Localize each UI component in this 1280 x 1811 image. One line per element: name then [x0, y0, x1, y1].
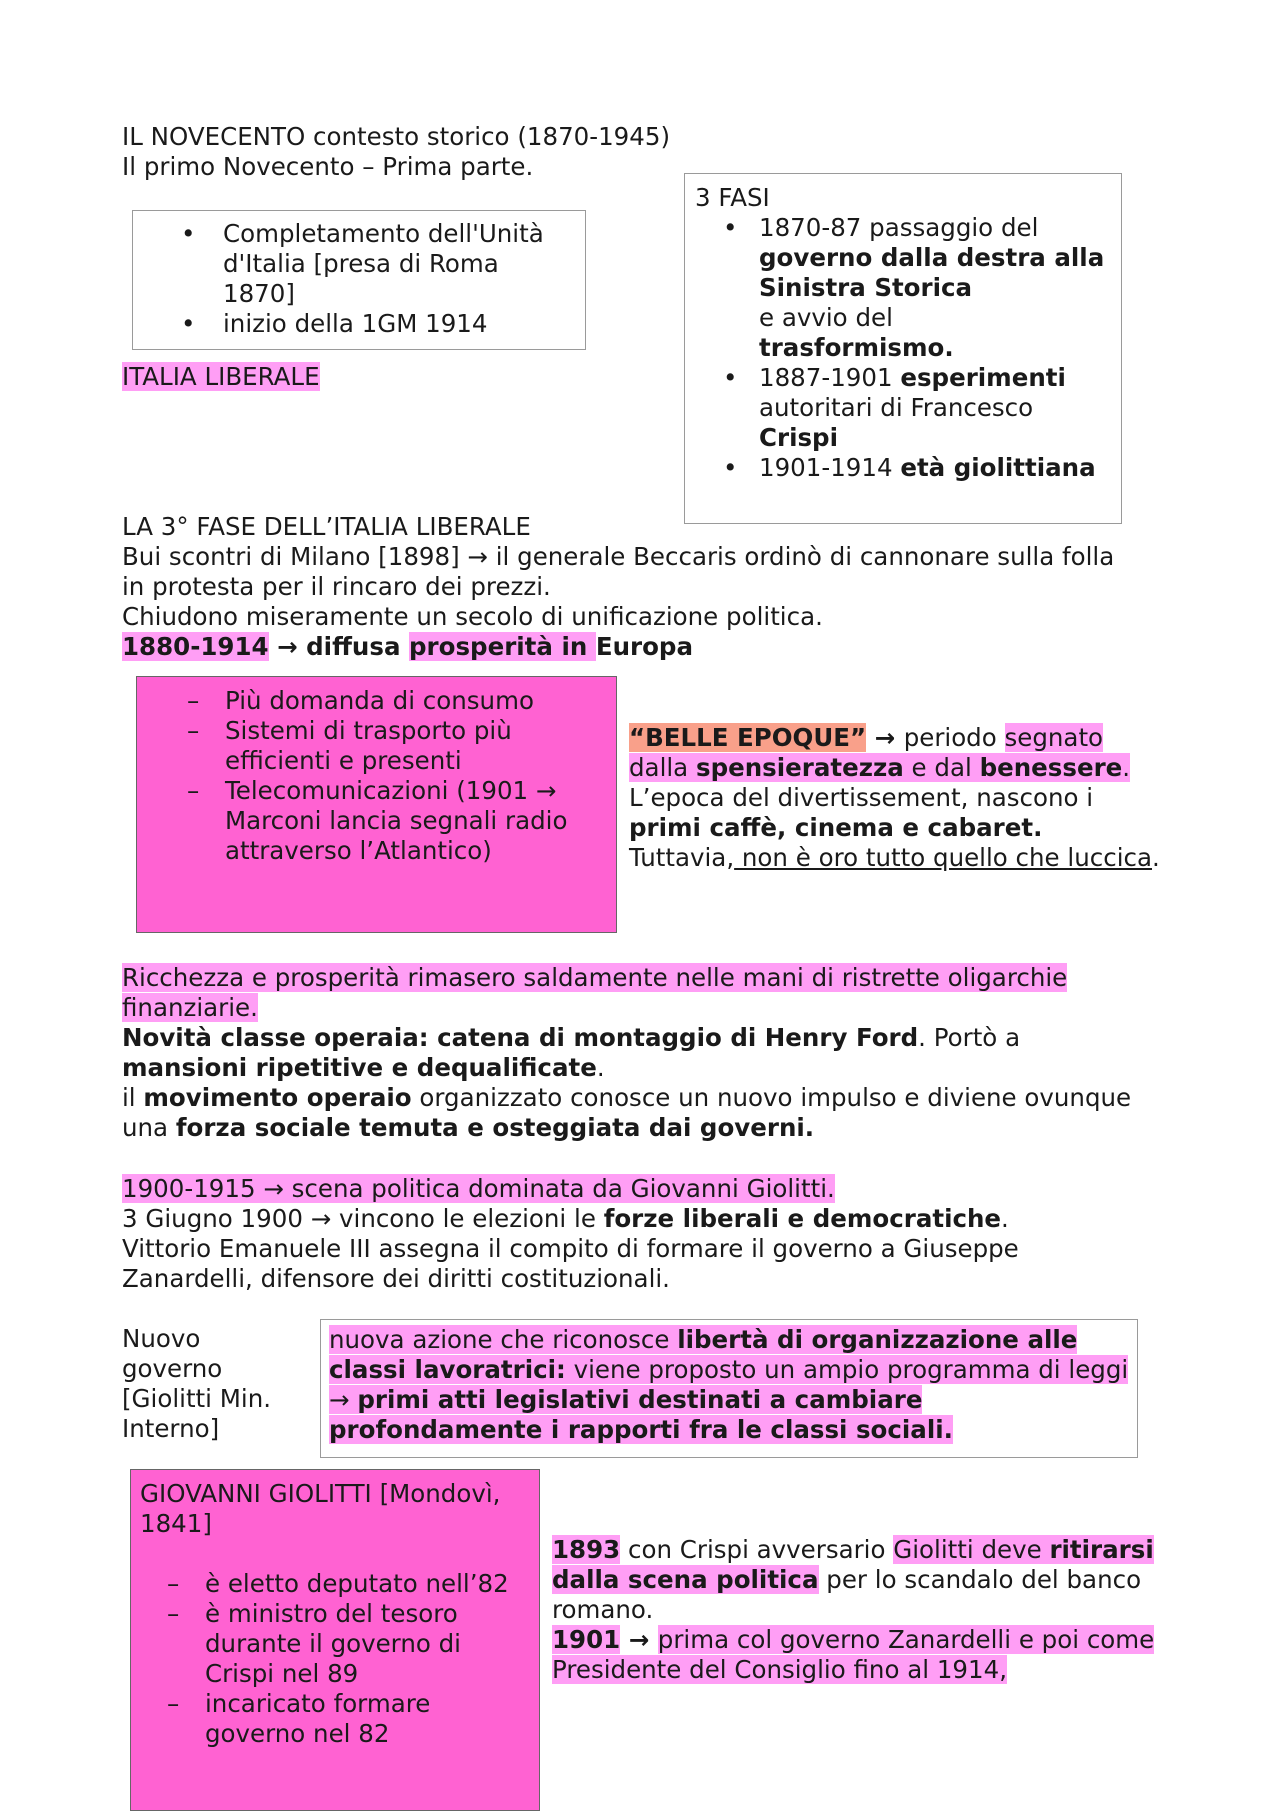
phases-title: 3 FASI: [695, 183, 770, 212]
career-t3: ritirarsi dalla scena politica: [552, 1535, 1154, 1594]
italia-liberale-text: ITALIA LIBERALE: [122, 362, 320, 391]
new-gov-label: Nuovo governo [Giolitti Min. Interno]: [122, 1324, 272, 1443]
belle-arrow: →: [866, 723, 904, 752]
phase-1-text: 1870-87 passaggio del: [759, 213, 1039, 242]
career-year1: 1893: [552, 1535, 621, 1564]
belle-l3-text: Tuttavia,: [629, 843, 735, 872]
giolitti-l2-text: 3 Giugno 1900 → vincono le elezioni le: [122, 1204, 604, 1233]
belle-epoque-block: [629, 723, 1169, 873]
fase3-line1: Bui scontri di Milano [1898] → il generale Beccaris ordinò di cannonare sulla folla in protesta per il rincaro dei prezzi.: [122, 542, 1115, 601]
wealth-l3-bold: movimento operaio: [143, 1083, 412, 1112]
prosperity-europa: Europa: [595, 632, 693, 661]
giolitti-era-section: [122, 1174, 1142, 1294]
belle-benessere: benessere: [979, 753, 1123, 782]
list-item: • Completamento dell'Unità d'Italia [presa di Roma 1870]: [173, 219, 575, 309]
belle-l2-text: L’epoca del divertissement, nascono i: [629, 783, 1094, 812]
career-line2: [552, 1625, 1172, 1685]
unity-box: [132, 210, 586, 350]
giolitti-line2: [122, 1204, 1142, 1234]
phase-3-text: 1901-1914: [759, 453, 901, 482]
bio-title: GIOVANNI GIOLITTI [Mondovì, 1841]: [140, 1479, 501, 1538]
page-subtitle: Il primo Novecento – Prima parte.: [122, 152, 534, 181]
belle-spensieratezza: spensieratezza: [695, 753, 904, 782]
new-gov-d: primi atti legislativi destinati a cambiare profondamente i rapporti fra le classi sociali.: [329, 1385, 953, 1444]
wealth-l1-text: Ricchezza e prosperità rimasero saldamente nelle mani di ristrette oligarchie finanziarie.: [122, 963, 1068, 1022]
career-arrow: →: [620, 1625, 658, 1654]
wealth-l2-bold: Novità classe operaia: catena di montaggio di Henry Ford: [122, 1023, 919, 1052]
phase-1-bold: governo dalla destra alla Sinistra Storica: [759, 243, 1105, 302]
fase3-line2: Chiudono miseramente un secolo di unificazione politica.: [122, 602, 823, 631]
bio-list: [157, 1569, 529, 1749]
belle-title: “BELLE EPOQUE”: [629, 723, 867, 752]
list-item: • inizio della 1GM 1914: [173, 309, 575, 339]
phase-2-text2: autoritari di Francesco: [759, 393, 1034, 422]
wealth-line2: [122, 1023, 1142, 1083]
prosperity-line: [122, 632, 1142, 662]
phase-1-text2: e avvio del: [759, 303, 893, 332]
career-t4: per lo scandalo del banco romano.: [552, 1565, 1142, 1624]
phase-item: [715, 363, 1113, 453]
new-gov-c: viene proposto un ampio programma di leggi →: [329, 1355, 1129, 1414]
wealth-l3-text2: organizzato conosce un nuovo impulso e diviene ovunque una: [122, 1083, 1132, 1142]
list-item: – è ministro del tesoro durante il governo di Crispi nel 89: [157, 1599, 529, 1689]
career-block: [552, 1535, 1172, 1685]
wealth-l2-period: .: [596, 1053, 605, 1082]
fase3-title: LA 3° FASE DELL’ITALIA LIBERALE: [122, 512, 531, 541]
belle-text: periodo: [903, 723, 1005, 752]
new-gov-a: nuova azione che riconosce: [329, 1325, 678, 1354]
giolitti-line1: [122, 1174, 1142, 1204]
giolitti-l2-period: .: [1001, 1204, 1009, 1233]
list-item: – incaricato formare governo nel 82: [157, 1689, 529, 1749]
progress-list: [177, 686, 606, 866]
progress-box: [136, 676, 617, 933]
bio-box: [130, 1469, 540, 1811]
giolitti-l2-bold: forze liberali e democratiche: [603, 1204, 1002, 1233]
phases-list: [715, 213, 1113, 483]
wealth-line3: [122, 1083, 1142, 1143]
list-item: – è eletto deputato nell’82: [157, 1569, 529, 1599]
prosperity-diffusa: diffusa: [306, 632, 410, 661]
belle-l2-bold: primi caffè, cinema e cabaret.: [629, 813, 1043, 842]
belle-line1: [629, 723, 1169, 783]
wealth-line1: [122, 963, 1142, 1023]
prosperity-arrow: →: [268, 632, 307, 661]
wealth-l2-bold2: mansioni ripetitive e dequalificate: [122, 1053, 597, 1082]
belle-line3: [629, 843, 1169, 873]
phase-2-text: 1887-1901: [759, 363, 901, 392]
prosperity-word: prosperità in: [409, 632, 596, 661]
list-item: – Telecomunicazioni (1901 → Marconi lancia segnali radio attraverso l’Atlantico): [177, 776, 606, 866]
career-line1: [552, 1535, 1172, 1625]
phase-item: [715, 453, 1113, 483]
belle-line2: [629, 783, 1169, 843]
new-gov-box: [320, 1319, 1138, 1458]
belle-text-hl: segnato dalla: [629, 723, 1104, 782]
career-t5: prima col governo Zanardelli e poi come Presidente del Consiglio fino al 1914,: [552, 1625, 1155, 1684]
giolitti-line3: Vittorio Emanuele III assegna il compito di formare il governo a Giuseppe Zanardelli, difensore dei diritti costituzionali.: [122, 1234, 1019, 1293]
career-t1: con Crispi avversario: [620, 1535, 894, 1564]
career-year2: 1901: [552, 1625, 621, 1654]
prosperity-year: 1880-1914: [122, 632, 269, 661]
giolitti-l1-text: 1900-1915 → scena politica dominata da Giovanni Giolitti.: [122, 1174, 835, 1203]
phase-1-bold2: trasformismo.: [759, 333, 954, 362]
wealth-section: [122, 963, 1142, 1143]
belle-l3-underline: non è oro tutto quello che luccica: [734, 843, 1152, 872]
list-item: – Più domanda di consumo: [177, 686, 606, 716]
career-t2: Giolitti deve: [893, 1535, 1050, 1564]
phase-3-bold: età giolittiana: [900, 453, 1096, 482]
belle-period: .: [1122, 753, 1131, 782]
phases-box: [684, 173, 1122, 524]
belle-text-hl2: e dal: [903, 753, 980, 782]
phase-2-bold2: Crispi: [759, 423, 838, 452]
wealth-l3-bold2: forza sociale temuta e osteggiata dai governi.: [175, 1113, 815, 1142]
wealth-l2-text: . Portò a: [918, 1023, 1021, 1052]
fase3-section: [122, 512, 1142, 662]
new-gov-b: libertà di organizzazione alle classi lavoratrici:: [329, 1325, 1078, 1384]
page-title: IL NOVECENTO contesto storico (1870-1945): [122, 122, 670, 151]
phase-item: [715, 213, 1113, 363]
unity-list: [173, 219, 575, 339]
belle-l3-period: .: [1152, 843, 1160, 872]
phase-2-bold: esperimenti: [900, 363, 1066, 392]
wealth-l3-text: il: [122, 1083, 144, 1112]
new-gov-text: [329, 1325, 1129, 1445]
italia-liberale-label: [122, 362, 320, 392]
list-item: – Sistemi di trasporto più efficienti e presenti: [177, 716, 606, 776]
